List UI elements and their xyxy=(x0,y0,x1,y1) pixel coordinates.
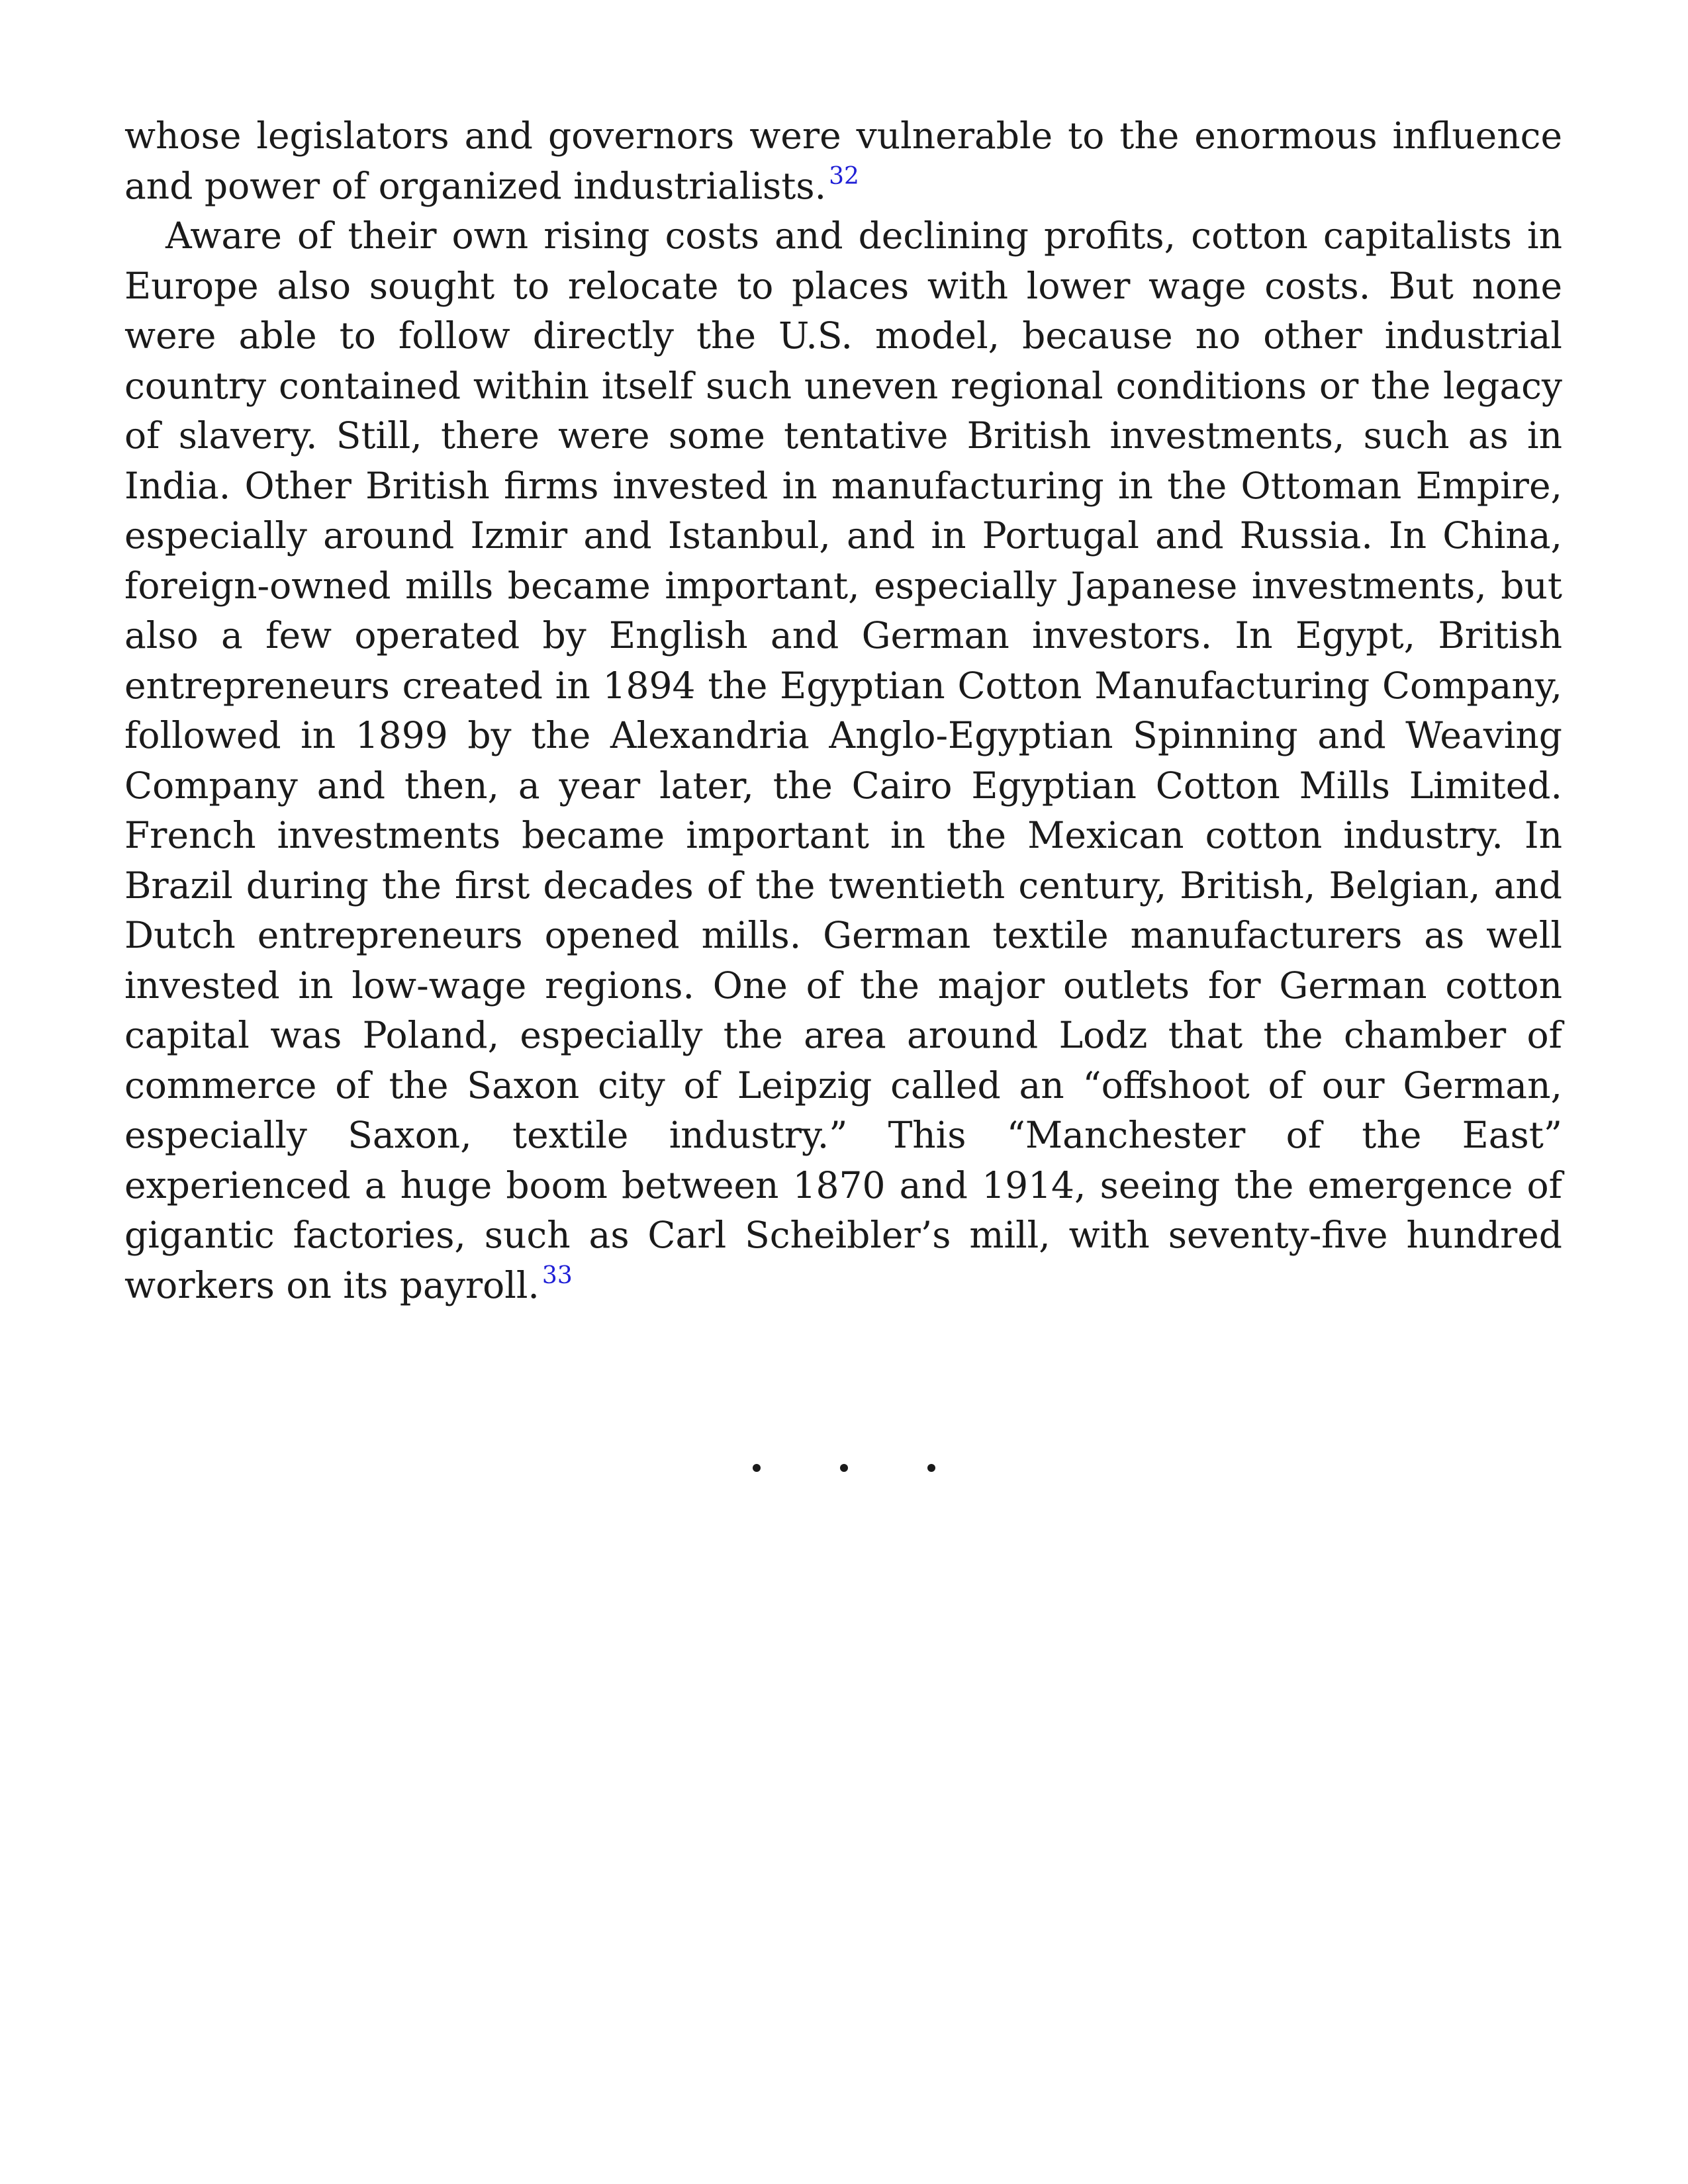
paragraph-continuation xyxy=(124,111,1562,211)
section-break-dot xyxy=(927,1464,935,1472)
footnote-link[interactable]: 32 xyxy=(829,162,859,190)
paragraph-text: Aware of their own rising costs and declining profits, cotton capitalists in Europe also sought to relocate to places with lower wage costs. But none were able to follow directly the U.S. model, because no other industrial country contained within itself such uneven regional conditions or the legacy of slavery. Still, there were some tentative British investments, such as in India. Other British firms invested in manufacturing in the Ottoman Empire, especially around Izmir and Istanbul, and in Portugal and Russia. In China, foreign-owned mills became important, especially Japanese investments, but also a few operated by English and German investors. In Egypt, British entrepreneurs created in 1894 the Egyptian Cotton Manufacturing Company, followed in 1899 by the Alexandria Anglo-Egyptian Spinning and Weaving Company and then, a year later, the Cairo Egyptian Cotton Mills Limited. French investments became important in the Mexican cotton industry. In Brazil during the first decades of the twentieth century, British, Belgian, and Dutch entrepreneurs opened mills. German textile manufacturers as well invested in low-wage regions. One of the major outlets for German cotton capital was Poland, especially the area around Lodz that the chamber of commerce of the Saxon city of Leipzig called an “offshoot of our German, especially Saxon, textile industry.” This “Manchester of the East” experienced a huge boom between 1870 and 1914, seeing the emergence of gigantic factories, such as Carl Scheibler’s mill, with seventy-five hundred workers on its payroll. xyxy=(124,214,1562,1306)
section-break-dot xyxy=(753,1464,761,1472)
paragraph-text: whose legislators and governors were vulnerable to the enormous influence and power of organized industrialists. xyxy=(124,114,1562,207)
page-body xyxy=(124,111,1562,1310)
section-break-dot xyxy=(840,1464,848,1472)
paragraph-body xyxy=(124,211,1562,1310)
section-break xyxy=(0,1464,1688,1480)
footnote-link[interactable]: 33 xyxy=(541,1261,573,1289)
